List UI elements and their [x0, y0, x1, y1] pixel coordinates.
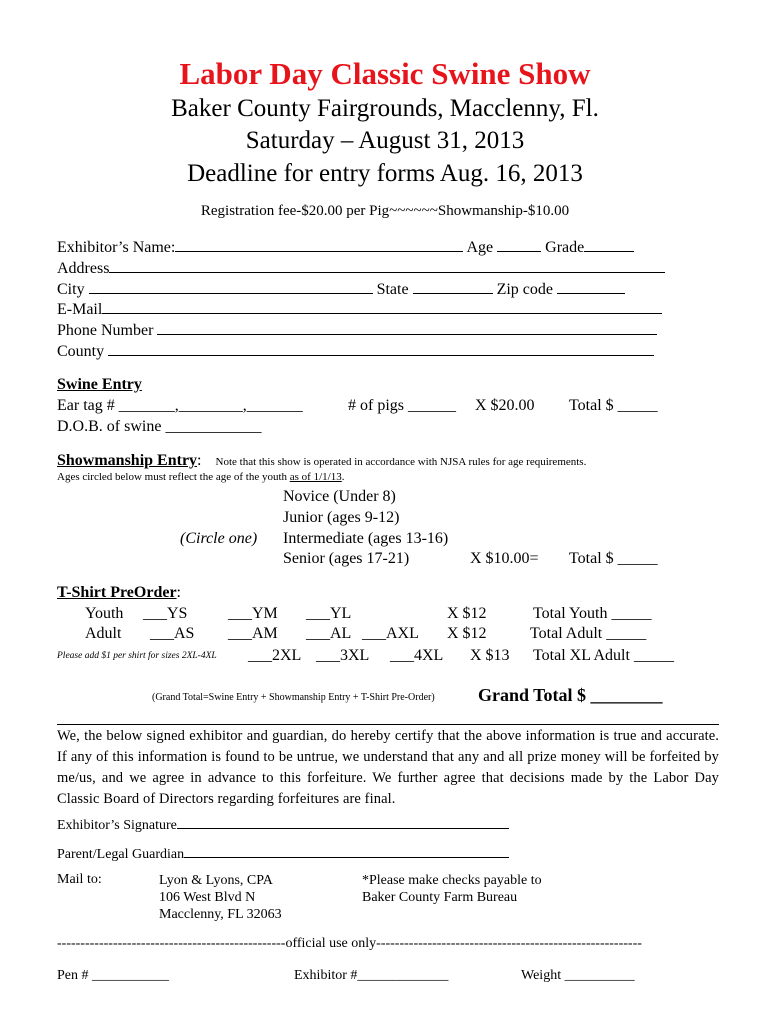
- showmanship-total-field[interactable]: _____: [617, 550, 658, 567]
- swine-total-row: [569, 397, 658, 415]
- address-row: [57, 259, 665, 278]
- official-use-divider: -------------------------------------------------official use only---------------------------------------------------------: [57, 936, 642, 951]
- age-field[interactable]: [497, 238, 541, 252]
- ages-note: [57, 471, 344, 483]
- mail-address-line: 106 West Blvd N: [159, 890, 256, 905]
- adult-total[interactable]: Total Adult _____: [530, 625, 647, 642]
- ages-note-suffix: .: [341, 471, 345, 483]
- xl-total[interactable]: Total XL Adult _____: [533, 647, 674, 664]
- mail-address-line: Lyon & Lyons, CPA: [159, 873, 273, 888]
- xl-price: X $13: [470, 647, 510, 664]
- size-3xl[interactable]: ___3XL: [316, 647, 370, 664]
- showmanship-heading-row: [57, 452, 586, 470]
- showmanship-total-label: Total $: [569, 550, 614, 567]
- youth-price: X $12: [447, 605, 487, 622]
- date-line: Saturday – August 31, 2013: [245, 127, 525, 154]
- adult-label: Adult: [85, 625, 122, 642]
- size-yl[interactable]: ___YL: [306, 605, 352, 622]
- city-field[interactable]: [89, 280, 373, 294]
- phone-row: [57, 321, 657, 340]
- checks-note-line: *Please make checks payable to: [362, 873, 542, 888]
- adult-price: X $12: [447, 625, 487, 642]
- showmanship-heading: Showmanship Entry: [57, 452, 198, 469]
- guardian-signature-label: Parent/Legal Guardian: [57, 847, 185, 862]
- size-am[interactable]: ___AM: [228, 625, 278, 642]
- address-label: Address: [57, 260, 110, 277]
- njsa-note: Note that this show is operated in accordance with NJSA rules for age requirements.: [215, 456, 587, 468]
- dob-label: D.O.B. of swine: [57, 418, 162, 435]
- size-al[interactable]: ___AL: [306, 625, 352, 642]
- form-title: Labor Day Classic Swine Show: [179, 56, 591, 91]
- swine-total-field[interactable]: _____: [617, 397, 658, 414]
- circle-one-label: (Circle one): [180, 530, 258, 547]
- grand-total-formula: (Grand Total=Swine Entry + Showmanship Entry + T-Shirt Pre-Order): [152, 692, 435, 703]
- swine-price: X $20.00: [475, 397, 535, 414]
- ages-note-date: as of 1/1/13: [289, 471, 342, 483]
- class-novice[interactable]: Novice (Under 8): [283, 488, 396, 505]
- size-as[interactable]: ___AS: [150, 625, 195, 642]
- dob-field[interactable]: ____________: [165, 418, 262, 435]
- zip-label: Zip code: [496, 281, 553, 298]
- zip-field[interactable]: [557, 280, 625, 294]
- checks-payable-note: [362, 872, 542, 906]
- showmanship-total-row: [569, 550, 658, 568]
- ear-tag-label: Ear tag #: [57, 397, 115, 414]
- checks-note-line: Baker County Farm Bureau: [362, 890, 518, 905]
- city-label: City: [57, 281, 85, 298]
- tshirt-heading: T-Shirt PreOrder: [57, 584, 177, 601]
- pigs-row: [348, 397, 456, 415]
- mail-address-line: Macclenny, FL 32063: [159, 907, 282, 922]
- section-divider: [57, 724, 719, 725]
- state-label: State: [376, 281, 409, 298]
- weight-field[interactable]: Weight __________: [521, 968, 635, 983]
- ear-tag-field[interactable]: _______,________,_______: [118, 397, 303, 414]
- email-label: E-Mail: [57, 301, 103, 318]
- exhibitor-number-field[interactable]: Exhibitor #_____________: [294, 968, 449, 983]
- size-4xl[interactable]: ___4XL: [390, 647, 444, 664]
- grade-field[interactable]: [584, 238, 634, 252]
- tshirt-heading-row: [57, 584, 181, 602]
- tshirt-colon: :: [176, 584, 181, 601]
- county-label: County: [57, 343, 105, 360]
- fees-line: Registration fee-$20.00 per Pig~~~~~~Showmanship-$10.00: [200, 203, 570, 219]
- state-field[interactable]: [413, 280, 493, 294]
- class-junior[interactable]: Junior (ages 9-12): [283, 509, 400, 526]
- size-ys[interactable]: ___YS: [143, 605, 188, 622]
- pigs-field[interactable]: ______: [408, 397, 456, 414]
- size-axl[interactable]: ___AXL: [362, 625, 419, 642]
- ear-tag-row: [57, 397, 303, 415]
- phone-field[interactable]: [157, 321, 657, 335]
- email-field[interactable]: [102, 300, 662, 314]
- deadline-line: Deadline for entry forms Aug. 16, 2013: [187, 160, 583, 187]
- city-row: [57, 280, 625, 299]
- showmanship-price: X $10.00=: [470, 550, 539, 567]
- pigs-label: # of pigs: [348, 397, 404, 414]
- size-ym[interactable]: ___YM: [228, 605, 278, 622]
- swine-entry-heading: Swine Entry: [57, 376, 142, 393]
- exhibitor-signature-row: [57, 815, 509, 834]
- guardian-signature-row: [57, 844, 509, 863]
- showmanship-colon: :: [197, 452, 202, 469]
- exhibitor-name-field[interactable]: [175, 238, 463, 252]
- county-field[interactable]: [108, 342, 654, 356]
- mail-to-label: Mail to:: [57, 872, 102, 887]
- swine-total-label: Total $: [569, 397, 614, 414]
- size-2xl[interactable]: ___2XL: [248, 647, 302, 664]
- address-field[interactable]: [109, 259, 665, 273]
- exhibitor-signature-field[interactable]: [177, 815, 509, 829]
- xl-surcharge-note: Please add $1 per shirt for sizes 2XL-4XL: [57, 651, 217, 661]
- mail-address: [159, 872, 282, 923]
- ages-note-prefix: Ages circled below must reflect the age of the youth: [57, 471, 288, 483]
- certification-text: We, the below signed exhibitor and guardian, do hereby certify that the above information is true and accurate. If any of this information is found to be untrue, we understand that any and all prize money will be forfeited by me/us, and we agree in advance to this forfeiture. We further agree that decisions made by the Labor Day Classic Board of Directors regarding forfeitures are final.: [57, 728, 719, 807]
- grade-label: Grade: [545, 239, 585, 256]
- pen-field[interactable]: Pen # ___________: [57, 968, 169, 983]
- guardian-signature-field[interactable]: [184, 844, 509, 858]
- phone-label: Phone Number: [57, 322, 154, 339]
- dob-row: [57, 418, 261, 436]
- class-intermediate[interactable]: Intermediate (ages 13-16): [283, 530, 449, 547]
- county-row: [57, 342, 654, 361]
- email-row: [57, 300, 662, 319]
- youth-total[interactable]: Total Youth _____: [533, 605, 652, 622]
- exhibitor-name-label: Exhibitor’s Name:: [57, 239, 176, 256]
- age-label: Age: [466, 239, 494, 256]
- exhibitor-signature-label: Exhibitor’s Signature: [57, 818, 177, 833]
- location-line: Baker County Fairgrounds, Macclenny, Fl.: [171, 95, 599, 122]
- class-senior[interactable]: Senior (ages 17-21): [283, 550, 410, 567]
- youth-label: Youth: [85, 605, 124, 622]
- exhibitor-name-row: [57, 238, 634, 257]
- grand-total[interactable]: Grand Total $ ________: [478, 685, 663, 705]
